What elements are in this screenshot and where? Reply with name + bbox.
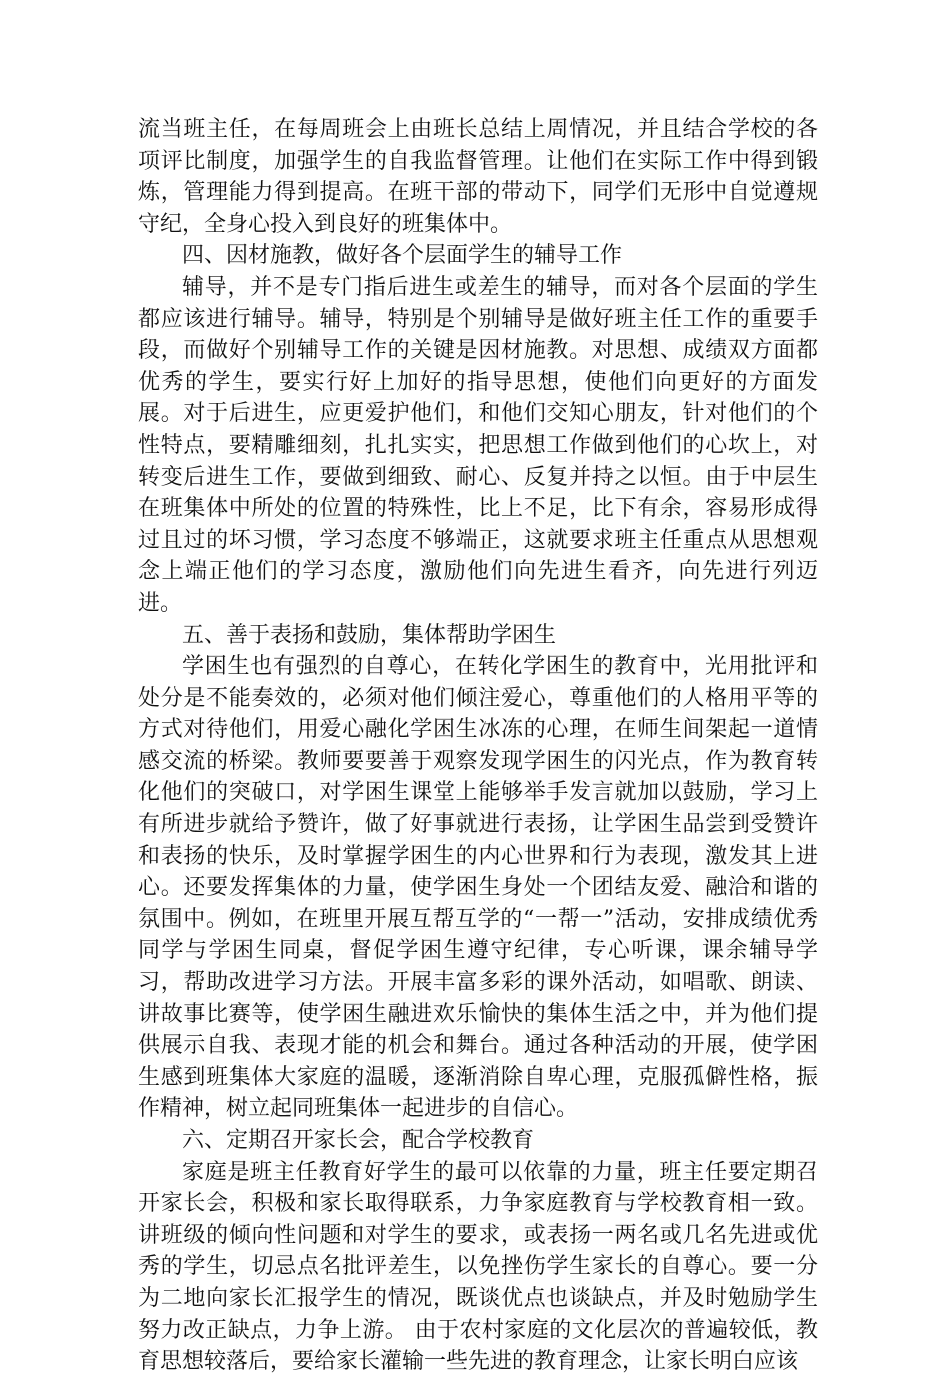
paragraph-parent-meetings: 家庭是班主任教育好学生的最可以依靠的力量，班主任要定期召开家长会，积极和家长取得联系，力争家庭教育与学校教育相一致。讲班级的倾向性问题和对学生的要求，或表扬一两名或几名先进或优秀的学生，切忌点名批评差生，以免挫伤学生家长的自尊心。要一分为二地向家长汇报学生的情况，既谈优点也谈缺点，并及时勉励学生努力改正缺点，力争上游。 由于农村家庭的文化层次的普遍较低，教育思想较落后，要给家长灌输一些先进的教育理念，让家长明白应该 xyxy=(138,1159,818,1375)
section-heading-4: 四、因材施教，做好各个层面学生的辅导工作 xyxy=(182,243,623,269)
paragraph-tutoring: 辅导，并不是专门指后进生或差生的辅导，而对各个层面的学生都应该进行辅导。辅导，特别是个别辅导是做好班主任工作的重要手段，而做好个别辅导工作的关键是因材施教。对思想、成绩双方面都优秀的学生，要实行好上加好的指导思想，使他们向更好的方面发展。对于后进生，应更爱护他们，和他们交知心朋友，针对他们的个性特点，要精雕细刻，扎扎实实，把思想工作做到他们的心坎上，对转变后进生工作，要做到细致、耐心、反复并持之以恒。由于中层生在班集体中所处的位置的特殊性，比上不足，比下有余，容易形成得过且过的坏习惯，学习态度不够端正，这就要求班主任重点从思想观念上端正他们的学习态度，激励他们向先进生看齐，向先进行列迈进。 xyxy=(138,274,818,616)
paragraph-struggling-students: 学困生也有强烈的自尊心，在转化学困生的教育中，光用批评和处分是不能奏效的，必须对他们倾注爱心，尊重他们的人格用平等的方式对待他们，用爱心融化学困生冰冻的心理，在师生间架起一道情感交流的桥梁。教师要要善于观察发现学困生的闪光点，作为教育转化他们的突破口，对学困生课堂上能够举手发言就加以鼓励，学习上有所进步就给予赞许，做了好事就进行表扬，让学困生品尝到受赞许和表扬的快乐，及时掌握学困生的内心世界和行为表现，激发其上进心。还要发挥集体的力量，使学困生身处一个团结友爱、融洽和谐的氛围中。例如，在班里开展互帮互学的“一帮一”活动，安排成绩优秀同学与学困生同桌，督促学困生遵守纪律，专心听课，课余辅导学习，帮助改进学习方法。开展丰富多彩的课外活动，如唱歌、朗读、讲故事比赛等，使学困生融进欢乐愉快的集体生活之中，并为他们提供展示自我、表现才能的机会和舞台。通过各种活动的开展，使学困生感到班集体大家庭的温暖，逐渐消除自卑心理，克服孤僻性格，振作精神，树立起同班集体一起进步的自信心。 xyxy=(138,654,818,1122)
section-heading-5: 五、善于表扬和鼓励，集体帮助学困生 xyxy=(182,622,557,648)
paragraph-continuation: 流当班主任，在每周班会上由班长总结上周情况，并且结合学校的各项评比制度，加强学生的自我监督管理。让他们在实际工作中得到锻炼，管理能力得到提高。在班干部的带动下，同学们无形中自觉遵规守纪，全身心投入到良好的班集体中。 xyxy=(138,117,818,237)
document-body xyxy=(138,114,818,1378)
section-heading-6: 六、定期召开家长会，配合学校教育 xyxy=(182,1128,535,1153)
